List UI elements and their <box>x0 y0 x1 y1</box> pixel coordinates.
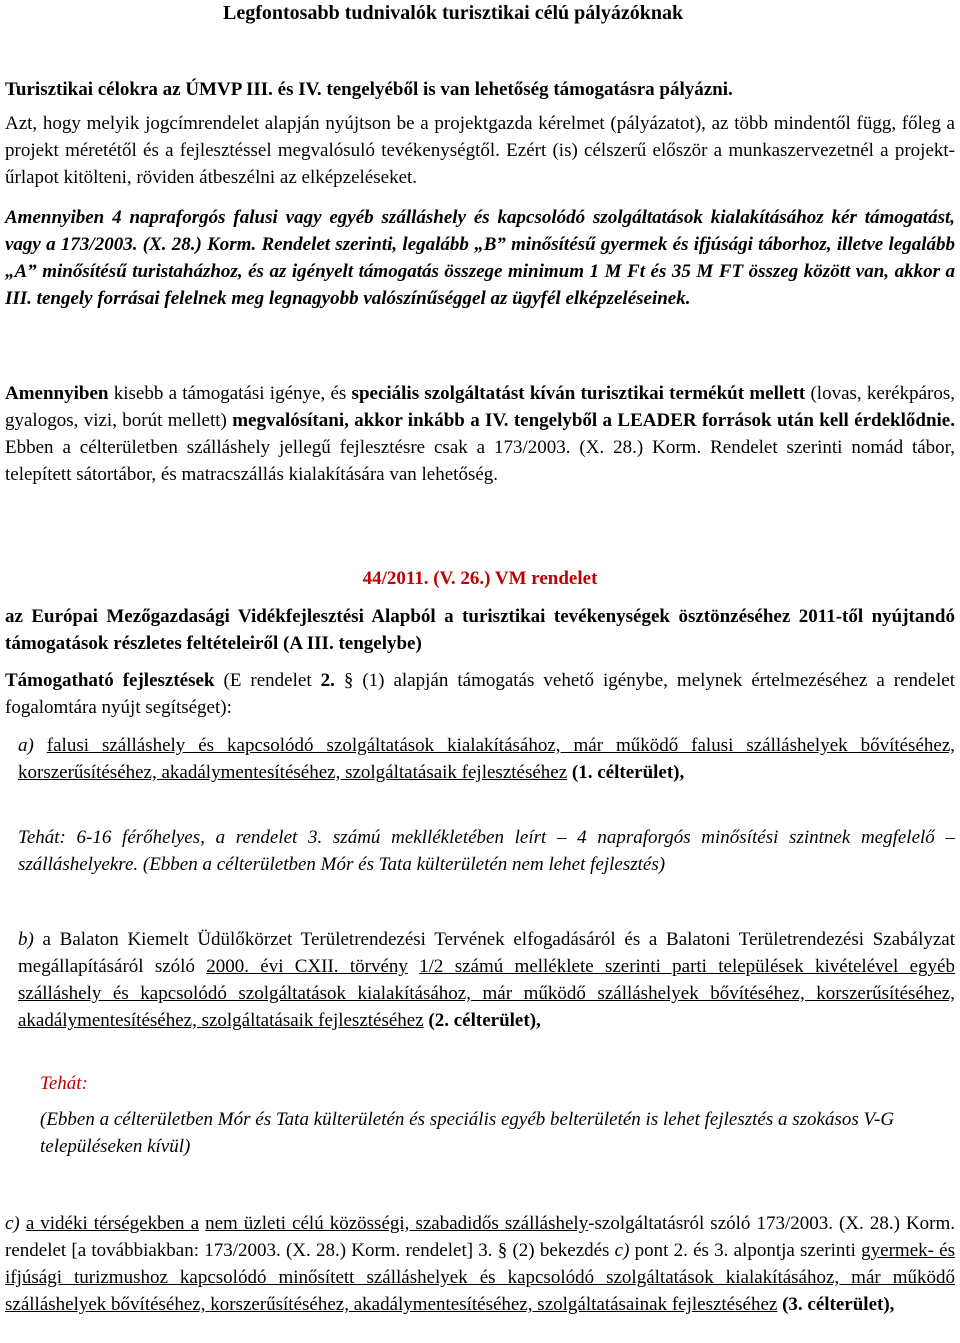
third-axis-paragraph: Amennyiben 4 napraforgós falusi vagy egyéb szálláshely és kapcsolódó szolgáltatások kialakításához kér támogatást, vagy a 173/2003. (X. 28.) Korm. Rendelet szerinti, legalább „B” minősítésű gyermek és ifjúsági táborhoz, illetve legalább „A” minősítésű turistaházhoz, és az igényelt támogatás összege minimum 1 M Ft és 35 M FT összeg között van, akkor a III. tengely forrásai felelnek meg legnagyobb valószínűséggel az ügyfél elképzeléseinek. <box>5 207 955 309</box>
supported-section: 2. <box>320 670 335 691</box>
item-b <box>18 926 955 1034</box>
item-b-label: b) <box>18 929 34 950</box>
item-c-label: c) <box>5 1213 20 1234</box>
leader-emphasis-2: megvalósítani, akkor inkább a IV. tengelyből a LEADER források után kell érdeklődnie. <box>232 410 955 431</box>
decree-subtitle: az Európai Mezőgazdasági Vidékfejlesztési Alapból a turisztikai tevékenységek ösztönzéséhez 2011-től nyújtandó támogatások részletes feltételeiről (A III. tengelybe) <box>5 606 955 654</box>
item-b-target: (2. célterület), <box>423 1010 541 1031</box>
item-a-target: (1. célterület), <box>571 762 685 783</box>
item-b-text-1: a Balaton Kiemelt Üdülőkörzet Területrendezési Tervének elfogadásáról és a Balatoni Területrendezési Szabályzat megállapításáról szóló <box>18 929 956 977</box>
item-c-text-2: nem üzleti célú közösségi, szabadidős szálláshely <box>205 1213 589 1234</box>
leader-text-3: Ebben a célterületben szálláshely jellegű fejlesztésre csak a 173/2003. (X. 28.) Korm. Rendelet szerinti nomád tábor, telepített sátortábor, és matracszállás kialakítására van lehetőség. <box>5 437 955 485</box>
item-c-text-5: pont 2. és 3. alpontja szerinti <box>629 1240 862 1261</box>
item-b-tehat: Tehát: <box>40 1073 88 1094</box>
intro-paragraph: Azt, hogy melyik jogcímrendelet alapján nyújtson be a projektgazda kérelmet (pályázatot), az több mindentől függ, főleg a projekt méretétől és a fejlesztéssel megvalósuló tevékenységtől. Ezért (is) célszerű először a munkaszervezetnél a projekt-űrlapot kitölteni, röviden átbeszélni az elképzeléseket. <box>5 113 955 188</box>
supported-text-1: (E rendelet <box>214 670 321 691</box>
supported-text-2: § (1) alapján támogatás vehető igénybe, melynek értelmezéséhez a rendelet fogalomtára nyújt segítséget): <box>5 670 955 718</box>
item-a-label: a) <box>18 735 34 756</box>
leader-text-2: (lovas, kerékpáros, gyalogos, vizi, borút mellett) <box>5 383 956 431</box>
item-a <box>18 732 955 786</box>
document-title: Legfontosabb tudnivalók turisztikai célú pályázóknak <box>223 2 684 24</box>
item-c-point: c) <box>614 1240 630 1261</box>
item-b-text-2: 1/2 számú melléklete szerinti parti települések kivételével egyéb szálláshely és kapcsolódó szolgáltatások kialakításához, már működő szálláshelyek bővítéséhez, korszerűsítéséhez, akadálymentesítéséhez, szolgáltatásaik fejlesztéséhez <box>18 956 955 1031</box>
item-a-text: falusi szálláshely és kapcsolódó szolgáltatások kialakításához, már működő falusi szálláshelyek bővítéséhez, korszerűsítéséhez, akadálymentesítéséhez, szolgáltatásaik fejlesztéséhez <box>18 735 956 783</box>
item-c-text-6: gyermek- és ifjúsági turizmushoz kapcsolódó minősített szálláshelyek és kapcsolódó szolgáltatások kialakításához, már működő szálláshelyek bővítéséhez, korszerűsítéséhez, akadálymentesítéséhez, szolgáltatásainak fejlesztéséhez <box>5 1240 956 1315</box>
item-b-space <box>408 956 419 977</box>
item-a-note-1: Tehát: 6-16 férőhelyes, a rendelet 3. számú mekllékletében leírt – 4 napraforgós minősítési szintnek megfelelő – szálláshelyekre. <box>18 827 955 875</box>
leader-paragraph <box>5 380 955 488</box>
item-c-text-4: (2) bekezdés <box>507 1240 615 1261</box>
item-b-law: 2000. évi CXII. törvény <box>206 956 408 977</box>
leader-lead: Amennyiben <box>5 383 109 404</box>
item-c-target: (3. célterület), <box>777 1294 895 1315</box>
item-c <box>5 1210 955 1318</box>
item-b-note: (Ebben a célterületben Mór és Tata külterületén és speciális egyéb belterületén is lehet fejlesztés a szokásos V-G településeken kívül) <box>40 1109 895 1157</box>
leader-text-1: kisebb a támogatási igénye, és <box>108 383 352 404</box>
leader-emphasis-1: speciális szolgáltatást kíván turisztikai termékút mellett <box>351 383 806 404</box>
item-c-text-1: a vidéki térségekben a <box>25 1213 200 1234</box>
intro-heading: Turisztikai célokra az ÚMVP III. és IV. tengelyéből is van lehetőség támogatásra pályázni. <box>5 79 733 100</box>
decree-title: 44/2011. (V. 26.) VM rendelet <box>362 568 598 589</box>
item-a-note-2: (Ebben a célterületben Mór és Tata külterületén nem lehet fejlesztés) <box>138 854 666 875</box>
item-c-text-3: -szolgáltatásról szóló 173/2003. (X. 28.) Korm. rendelet [a továbbiakban: 173/2003. (X. 28.) Korm. rendelet] 3. <box>5 1213 956 1261</box>
item-c-section-sign: § <box>497 1240 508 1261</box>
supported-developments <box>5 667 955 721</box>
supported-developments-label: Támogatható fejlesztések <box>5 670 215 691</box>
item-a-note <box>18 824 955 878</box>
